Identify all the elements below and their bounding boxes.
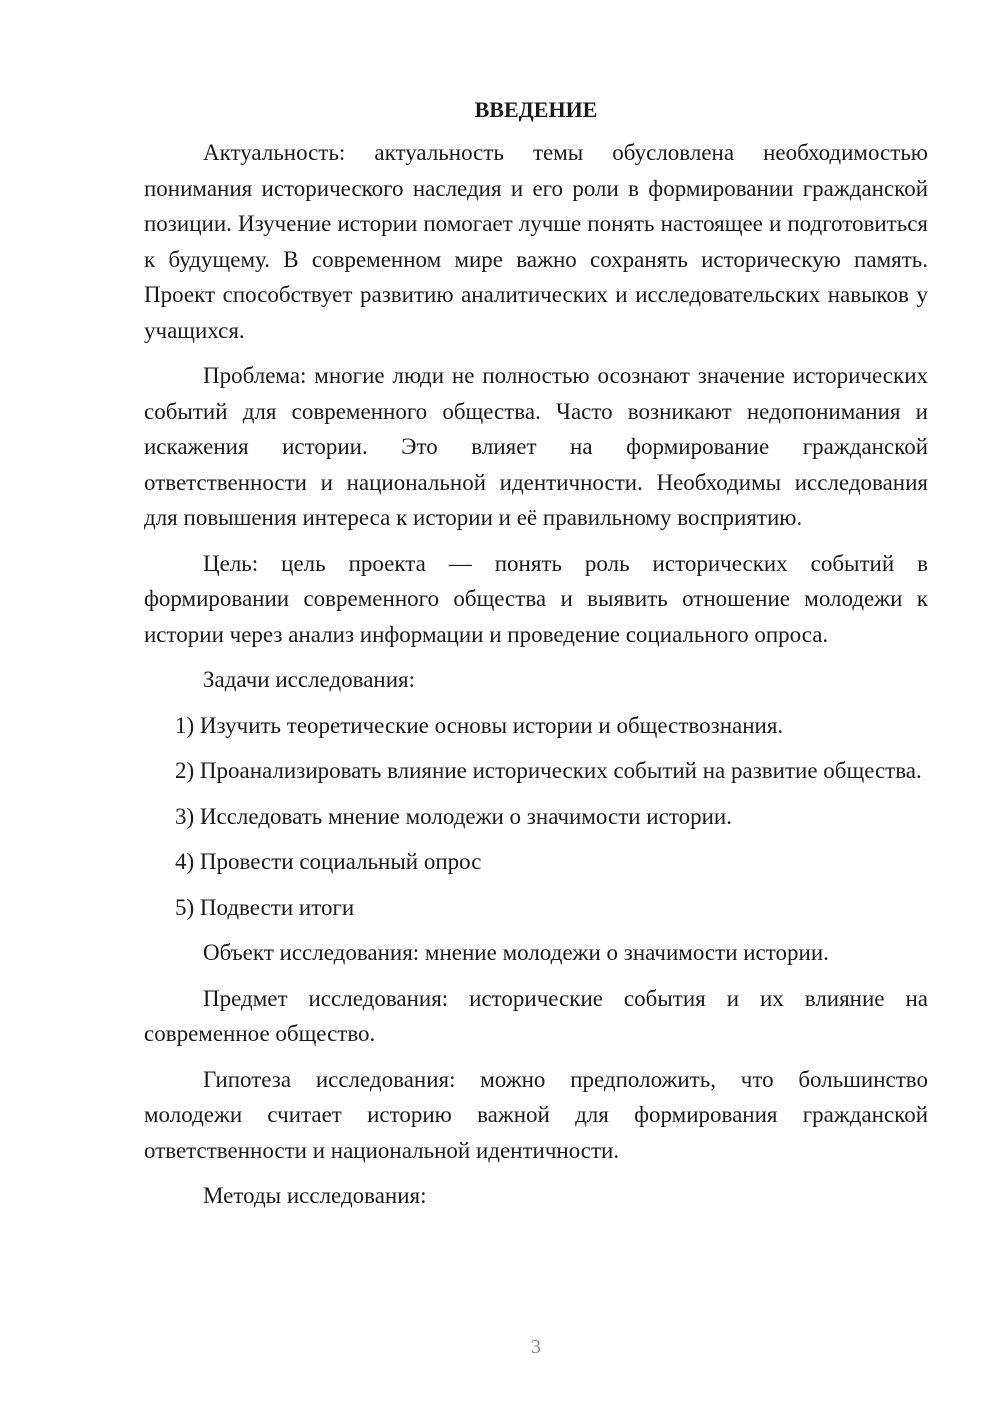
section-heading: ВВЕДЕНИЕ [474,97,598,122]
document-body [144,95,928,1224]
problem-paragraph: Проблема: многие люди не полностью осознают значение исторических событий для современного общества. Часто возникают недопонимания и искажения истории. Это влияет на формирование гражданской ответственности и национальной идентичности. Необходимы исследования для повышения интереса к истории и её правильному восприятию. [144,363,928,530]
subject-paragraph: Предмет исследования: исторические события и их влияние на современное общество. [144,985,928,1046]
task-item-5: 5) Подвести итоги [175,894,355,920]
task-item-3: 3) Исследовать мнение молодежи о значимости истории. [175,803,732,829]
task-item-1: 1) Изучить теоретические основы истории и обществознания. [175,712,784,738]
object-paragraph: Объект исследования: мнение молодежи о значимости истории. [203,940,829,965]
task-item-2: 2) Проанализировать влияние исторических событий на развитие общества. [175,758,922,783]
relevance-paragraph: Актуальность: актуальность темы обусловлена необходимостью понимания исторического наследия и его роли в формировании гражданской позиции. Изучение истории помогает лучше понять настоящее и подготовиться к будущему. В современном мире важно сохранять историческую память. Проект способствует развитию аналитических и исследовательских навыков у учащихся. [144,140,928,343]
hypothesis-paragraph: Гипотеза исследования: можно предположить, что большинство молодежи считает историю важной для формирования гражданской ответственности и национальной идентичности. [144,1066,928,1163]
task-item-4: 4) Провести социальный опрос [175,849,482,874]
goal-paragraph: Цель: цель проекта — понять роль исторических событий в формировании современного общества и выявить отношение молодежи к истории через анализ информации и проведение социального опроса. [144,550,928,647]
page-number: 3 [531,1336,541,1358]
tasks-title: Задачи исследования: [203,667,416,692]
methods-paragraph: Методы исследования: [203,1183,427,1208]
